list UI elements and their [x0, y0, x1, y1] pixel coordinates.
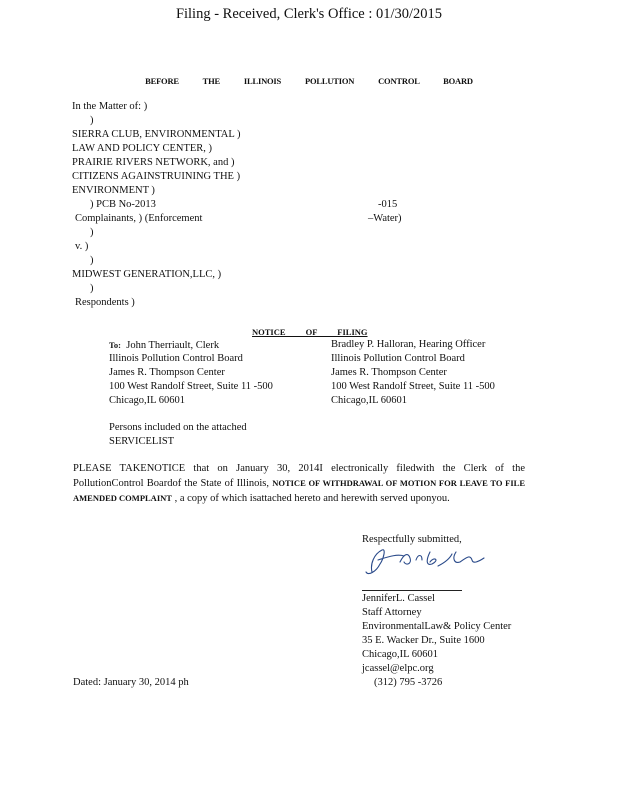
caption-case-number — [72, 198, 398, 212]
address-block-hearing-officer — [331, 338, 495, 408]
clerk-name: John Therriault, Clerk — [126, 340, 220, 351]
address-line: Bradley P. Halloran, Hearing Officer — [331, 339, 486, 350]
caption-paren: ) — [90, 227, 94, 238]
signature-line — [362, 590, 462, 591]
respectfully-submitted: Respectfully submitted, — [362, 534, 462, 545]
persons-on-service-list — [109, 421, 247, 449]
address-line: 100 West Randolf Street, Suite 11 -500 — [331, 381, 495, 392]
court-heading: BEFORE THE ILLINOIS POLLUTION CONTROL BOARD — [145, 76, 473, 86]
address-line: Illinois Pollution Control Board — [109, 353, 243, 364]
caption-paren: ) — [90, 255, 94, 266]
caption-paren: ) — [90, 283, 94, 294]
persons-line: SERVICELIST — [109, 436, 175, 447]
caption-pcb-number: ) PCB No-2013 — [90, 199, 156, 210]
caption-petitioner-line: ENVIRONMENT ) — [72, 185, 155, 196]
attorney-title: Staff Attorney — [362, 607, 422, 618]
handwritten-signature — [360, 542, 490, 578]
caption-petitioner-line: LAW AND POLICY CENTER, ) — [72, 143, 213, 154]
persons-line: Persons included on the attached — [109, 422, 247, 433]
caption-paren: ) — [90, 115, 94, 126]
to-label: To: — [109, 340, 121, 350]
body-text-part2: , a copy of which isattached hereto and herewith served uponyou. — [171, 493, 450, 504]
caption-enforcement-suffix: –Water) — [368, 213, 402, 224]
case-caption — [72, 100, 402, 310]
caption-petitioner-line: PRAIRIE RIVERS NETWORK, and ) — [72, 157, 235, 168]
address-line: Illinois Pollution Control Board — [331, 353, 465, 364]
body-document-title: NOTICE OF WITHDRAWAL OF MOTION FOR LEAVE TO FILE AMENDED COMPLAINT — [73, 478, 525, 503]
address-line — [109, 338, 273, 352]
attorney-name: JenniferL. Cassel — [362, 593, 435, 604]
caption-versus: v. ) — [75, 241, 89, 252]
attorney-phone: (312) 795 -3726 — [374, 677, 443, 688]
address-line: 100 West Randolf Street, Suite 11 -500 — [109, 381, 273, 392]
notice-of-filing-title: NOTICE OF FILING — [252, 327, 368, 337]
attorney-city: Chicago,IL 60601 — [362, 649, 439, 660]
signature-block — [362, 592, 511, 690]
address-line: Chicago,IL 60601 — [331, 395, 408, 406]
body-text-part1: PLEASE TAKENOTICE that on January 30, 2014I electronically filedwith the Clerk of the PollutionControl Boardof the State of Illinois, — [73, 463, 525, 489]
address-block-clerk — [109, 338, 273, 408]
caption-complainants-label: Complainants, ) (Enforcement — [75, 213, 203, 224]
attorney-street: 35 E. Wacker Dr., Suite 1600 — [362, 635, 485, 646]
caption-pcb-suffix: -015 — [378, 199, 398, 210]
attorney-organization: EnvironmentalLaw& Policy Center — [362, 621, 512, 632]
notice-body-paragraph — [73, 462, 525, 506]
caption-complainants — [72, 212, 402, 226]
attorney-email: jcassel@elpc.org — [362, 663, 434, 674]
caption-respondent-name: MIDWEST GENERATION,LLC, ) — [72, 269, 222, 280]
dated-line: Dated: January 30, 2014 ph — [73, 677, 189, 688]
caption-in-the-matter: In the Matter of: ) — [72, 101, 148, 112]
caption-petitioner-line: SIERRA CLUB, ENVIRONMENTAL ) — [72, 129, 241, 140]
filing-header: Filing - Received, Clerk's Office : 01/30/2015 — [175, 6, 443, 22]
caption-petitioner-line: CITIZENS AGAINSTRUINING THE ) — [72, 171, 241, 182]
address-line: James R. Thompson Center — [109, 367, 225, 378]
address-line: Chicago,IL 60601 — [109, 395, 186, 406]
caption-respondents: Respondents ) — [75, 297, 135, 308]
address-line: James R. Thompson Center — [331, 367, 447, 378]
